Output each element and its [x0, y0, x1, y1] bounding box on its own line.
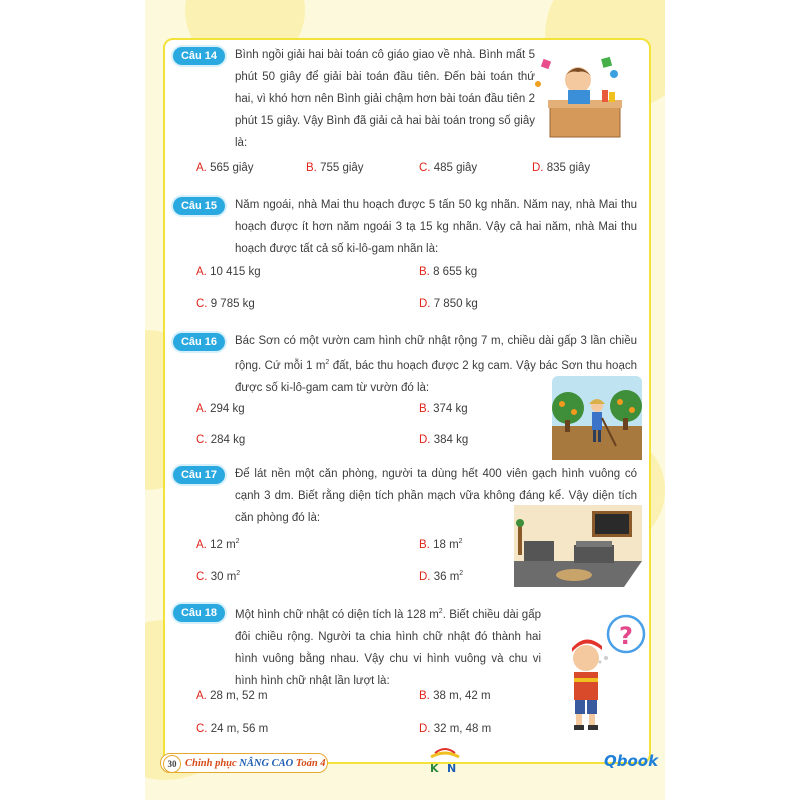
option-value: 374 kg	[433, 403, 468, 415]
option-label: D.	[419, 298, 431, 310]
option-c[interactable]	[419, 162, 477, 174]
option-label: C.	[196, 298, 208, 310]
svg-text:K: K	[430, 762, 439, 775]
option-d[interactable]	[419, 723, 491, 735]
question-text: Bình ngồi giải hai bài toán cô giáo giao về nhà. Bình mất 5 phút 50 giây để giải bài toán đầu tiên. Đến bài toán thứ hai, vì khó hơn nên Bình giải chậm hơn bài toán đầu tiên 2 phút 15 giây. Vậy Bình đã giải cả hai bài toán trong số giây là:	[235, 49, 535, 149]
option-b[interactable]	[419, 266, 477, 278]
option-value: 284 kg	[210, 434, 246, 446]
superscript: 2	[235, 538, 240, 545]
option-label: B.	[419, 690, 430, 702]
option-b[interactable]	[419, 538, 463, 551]
option-value: 8 655 kg	[433, 266, 478, 278]
question-badge: Câu 18	[173, 604, 225, 622]
option-label: A.	[196, 403, 207, 415]
option-value: 294 kg	[210, 403, 245, 415]
option-d[interactable]	[532, 162, 590, 174]
question-text: Năm ngoái, nhà Mai thu hoạch được 5 tấn 50 kg nhãn. Năm nay, nhà Mai thu hoạch được ít hơn năm ngoái 3 tạ 15 kg nhãn. Vậy cả hai năm, nhà Mai thu hoạch được tất cả số ki-lô-gam nhãn là:	[235, 199, 637, 255]
option-a[interactable]	[196, 538, 240, 551]
option-a[interactable]	[196, 403, 245, 415]
superscript: 2	[236, 570, 241, 577]
option-a[interactable]	[196, 162, 254, 174]
option-label: C.	[196, 434, 208, 446]
option-label: D.	[419, 723, 431, 735]
option-c[interactable]	[196, 434, 245, 446]
option-value: 10 415 kg	[210, 266, 261, 278]
option-label: D.	[532, 162, 544, 174]
option-value: 565 giây	[210, 162, 254, 174]
option-label: B.	[419, 266, 430, 278]
publisher-logo	[604, 752, 658, 770]
option-value: 12 m	[210, 538, 236, 551]
option-d[interactable]	[419, 298, 478, 310]
question-text-part: . Biết chiều dài gấp đôi chiều rộng. Người ta chia hình chữ nhật đó thành hai hình vuông bằng nhau. Vậy chu vi hình vuông và chu vi hình hình chữ nhật lần lượt là:	[235, 608, 541, 687]
svg-text:?: ?	[619, 622, 633, 650]
book-title-highlight: NÂNG CAO	[239, 758, 294, 769]
option-label: B.	[306, 162, 317, 174]
option-label: A.	[196, 538, 207, 551]
option-a[interactable]	[196, 690, 268, 702]
superscript: 2	[438, 608, 443, 615]
option-value: 30 m	[210, 570, 237, 583]
question-text-part: Một hình chữ nhật có diện tích là 128 m	[235, 608, 439, 621]
option-a[interactable]	[196, 266, 261, 278]
option-value: 755 giây	[320, 162, 364, 174]
question-text	[235, 601, 541, 692]
option-label: C.	[419, 162, 431, 174]
book-title-suffix: Toán 4	[293, 758, 326, 769]
option-label: B.	[419, 538, 430, 551]
option-b[interactable]	[419, 690, 491, 702]
option-label: A.	[196, 690, 207, 702]
option-label: D.	[419, 434, 431, 446]
question-badge: Câu 14	[173, 47, 225, 65]
page-number: 30	[163, 755, 181, 773]
book-title-prefix: Chinh phục	[185, 758, 240, 769]
option-d[interactable]	[419, 434, 468, 446]
option-value: 485 giây	[433, 162, 478, 174]
question-text: Để lát nền một căn phòng, người ta dùng hết 400 viên gạch hình vuông có cạnh 3 dm. Biết rằng diện tích phần mạch vữa không đáng kể. Vậy diện tích căn phòng đó là:	[235, 468, 637, 524]
option-label: B.	[419, 403, 430, 415]
question-text-part: đất, bác thu hoạch được 2 kg cam. Vậy bác Sơn thu hoạch được số ki-lô-gam cam từ vườn đó là:	[235, 359, 637, 394]
option-value: 36 m	[433, 570, 460, 583]
option-label: C.	[196, 570, 208, 583]
option-label: A.	[196, 162, 207, 174]
option-c[interactable]	[196, 298, 255, 310]
footer-title	[160, 753, 328, 773]
option-value: 32 m, 48 m	[433, 723, 492, 735]
option-value: 24 m, 56 m	[210, 723, 269, 735]
option-value: 18 m	[433, 538, 459, 551]
question-badge: Câu 15	[173, 197, 225, 215]
orange-garden-illustration	[552, 376, 642, 460]
room-illustration	[514, 505, 642, 587]
book-logo-icon	[427, 745, 463, 775]
option-value: 38 m, 42 m	[433, 690, 491, 702]
superscript: 2	[459, 570, 464, 577]
boy-studying-illustration	[530, 50, 626, 140]
option-b[interactable]	[306, 162, 364, 174]
option-value: 384 kg	[433, 434, 469, 446]
option-value: 28 m, 52 m	[210, 690, 268, 702]
option-value: 835 giây	[546, 162, 591, 174]
option-label: C.	[196, 723, 208, 735]
book-title	[185, 754, 326, 774]
option-d[interactable]	[419, 570, 463, 583]
superscript: 2	[325, 359, 330, 366]
question-badge: Câu 16	[173, 333, 225, 351]
thinking-boy-illustration	[562, 612, 646, 732]
option-label: A.	[196, 266, 207, 278]
option-c[interactable]	[196, 723, 268, 735]
option-c[interactable]	[196, 570, 240, 583]
superscript: 2	[458, 538, 463, 545]
question-badge: Câu 17	[173, 466, 225, 484]
svg-text:N: N	[447, 762, 457, 775]
option-value: 7 850 kg	[433, 298, 478, 310]
question-text-part: Bác Sơn có một vườn cam hình chữ nhật rộng 7 m, chiều dài gấp 3 lần chiều rộng. Cứ mỗi 1 m	[235, 335, 637, 372]
option-value: 9 785 kg	[210, 298, 255, 310]
option-label: D.	[419, 570, 431, 583]
publisher-name: Qbook	[604, 752, 659, 770]
option-b[interactable]	[419, 403, 468, 415]
